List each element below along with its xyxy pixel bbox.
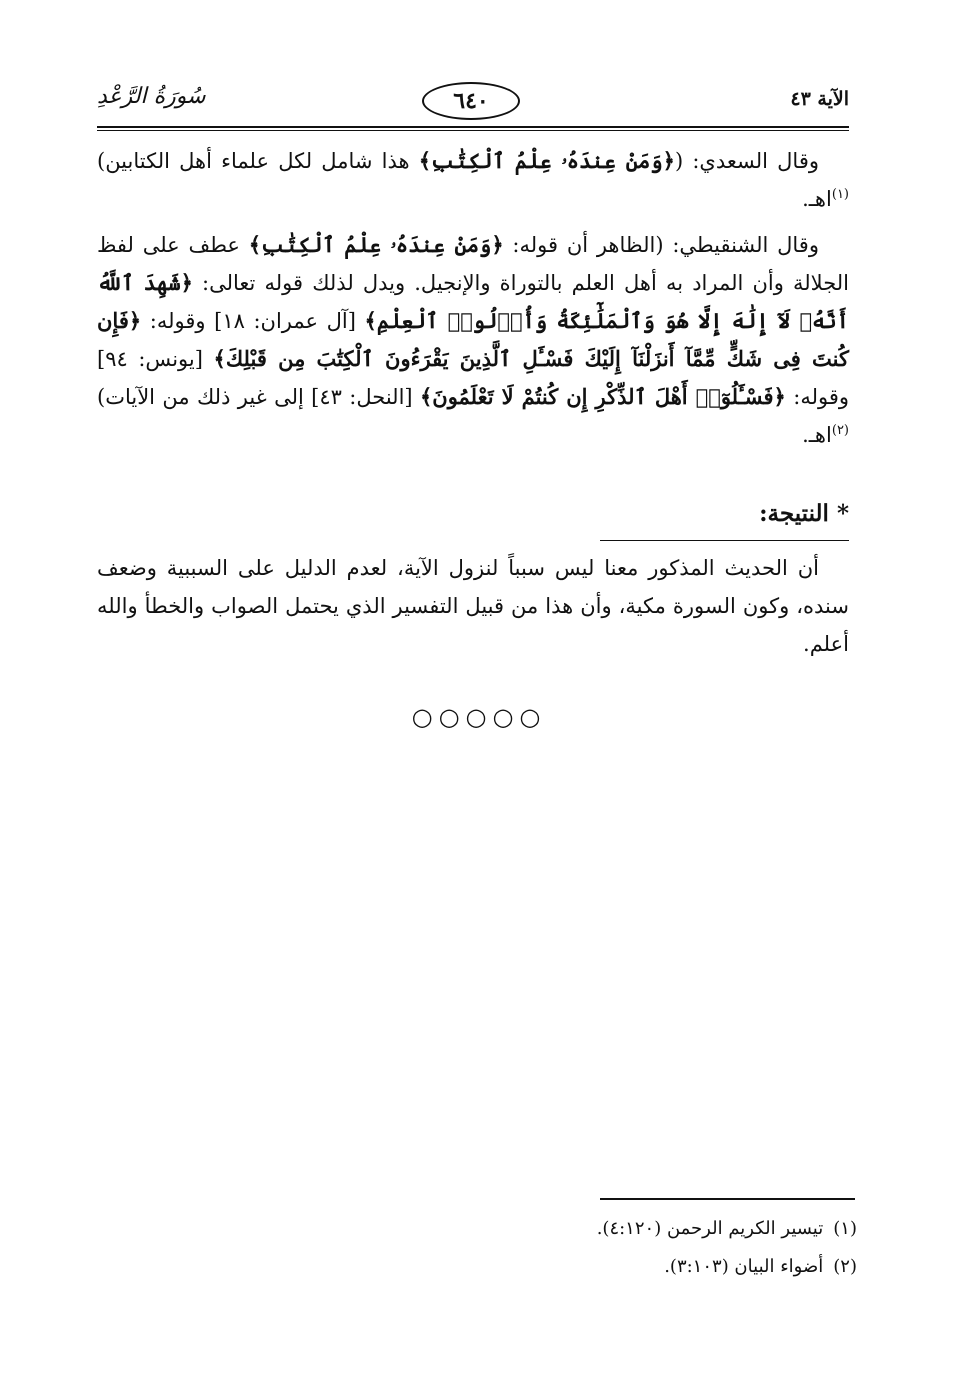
footnote-rule	[600, 1198, 855, 1200]
footnote-text: تيسير الكريم الرحمن (٤:١٢٠).	[596, 1218, 824, 1239]
result-heading: * النتيجة:	[600, 500, 849, 541]
footnote-number: (١)	[833, 1218, 857, 1239]
footnote-number: (٢)	[833, 1256, 857, 1277]
paragraph-saadi	[97, 142, 849, 218]
result-section	[97, 549, 849, 663]
text-run: [يونس: ٩٤] وقوله:	[97, 347, 850, 409]
quran-quote: ﴿فَسْـَٔلُوٓا۟ أَهْلَ ٱلذِّكْرِ إِن كُنتُمْ لَا تَعْلَمُونَ﴾	[419, 384, 786, 409]
text-run: وقال السعدي: (	[674, 149, 820, 173]
surah-name: سُورَةُ الرَّعْدِ	[97, 84, 206, 109]
header-rule	[97, 126, 849, 128]
body-text	[97, 142, 849, 462]
text-run: [آل عمران: ١٨] وقوله:	[141, 309, 365, 333]
footnote-ref-1[interactable]: (١)	[831, 187, 849, 202]
footnotes	[97, 1210, 857, 1286]
text-run: اهـ.	[802, 187, 832, 211]
footnote-item	[97, 1210, 857, 1248]
page-number: ٦٤٠	[422, 82, 520, 120]
section-separator: ○○○○○	[411, 703, 547, 731]
verse-label: الآية ٤٣	[790, 88, 849, 110]
result-text: أن الحديث المذكور معنا ليس سبباً لنزول الآية، لعدم الدليل على السببية وضعف سنده، وكون السورة مكية، وأن هذا من قبيل التفسير الذي يحتمل الصواب والخطأ والله أعلم.	[97, 556, 849, 656]
text-run: عطف على لفظ الجلالة وأن المراد به أهل العلم بالتوراة والإنجيل. ويدل لذلك قوله تعالى:	[97, 233, 849, 295]
quran-quote: ﴿شَهِدَ ٱللَّهُ أَنَّهُۥ لَآ إِلَٰهَ إِلَّا هُوَ وَٱلْمَلَٰٓئِكَةُ وَأُو۟لُوا۟ ٱلْعِلْمِ﴾	[97, 270, 849, 333]
footnote-text: أضواء البيان (٣:١٠٣).	[664, 1256, 824, 1277]
header-rule-thin	[97, 130, 849, 131]
page-header	[97, 82, 849, 126]
quran-quote: ﴿وَمَنْ عِندَهُۥ عِلْمُ ٱلْكِتَٰبِ﴾	[418, 148, 675, 173]
text-run: [النحل: ٤٣] إلى غير ذلك من الآيات)	[97, 385, 420, 409]
footnote-ref-2[interactable]: (٢)	[831, 423, 849, 438]
text-run: هذا شامل لكل علماء أهل الكتابين)	[97, 149, 419, 173]
text-run: اهـ.	[802, 423, 832, 447]
footnote-item	[97, 1248, 857, 1286]
quran-quote: ﴿فَإِن كُنتَ فِى شَكٍّ مِّمَّآ أَنزَلْنَآ إِلَيْكَ فَسْـَٔلِ ٱلَّذِينَ يَقْرَءُونَ ٱلْكِتَٰبَ مِن قَبْلِكَ﴾	[97, 308, 849, 371]
quran-quote: ﴿وَمَنْ عِندَهُۥ عِلْمُ ٱلْكِتَٰبِ﴾	[248, 232, 504, 257]
paragraph-shinqiti	[97, 226, 849, 454]
text-run: وقال الشنقيطي: (الظاهر أن قوله:	[503, 233, 819, 257]
